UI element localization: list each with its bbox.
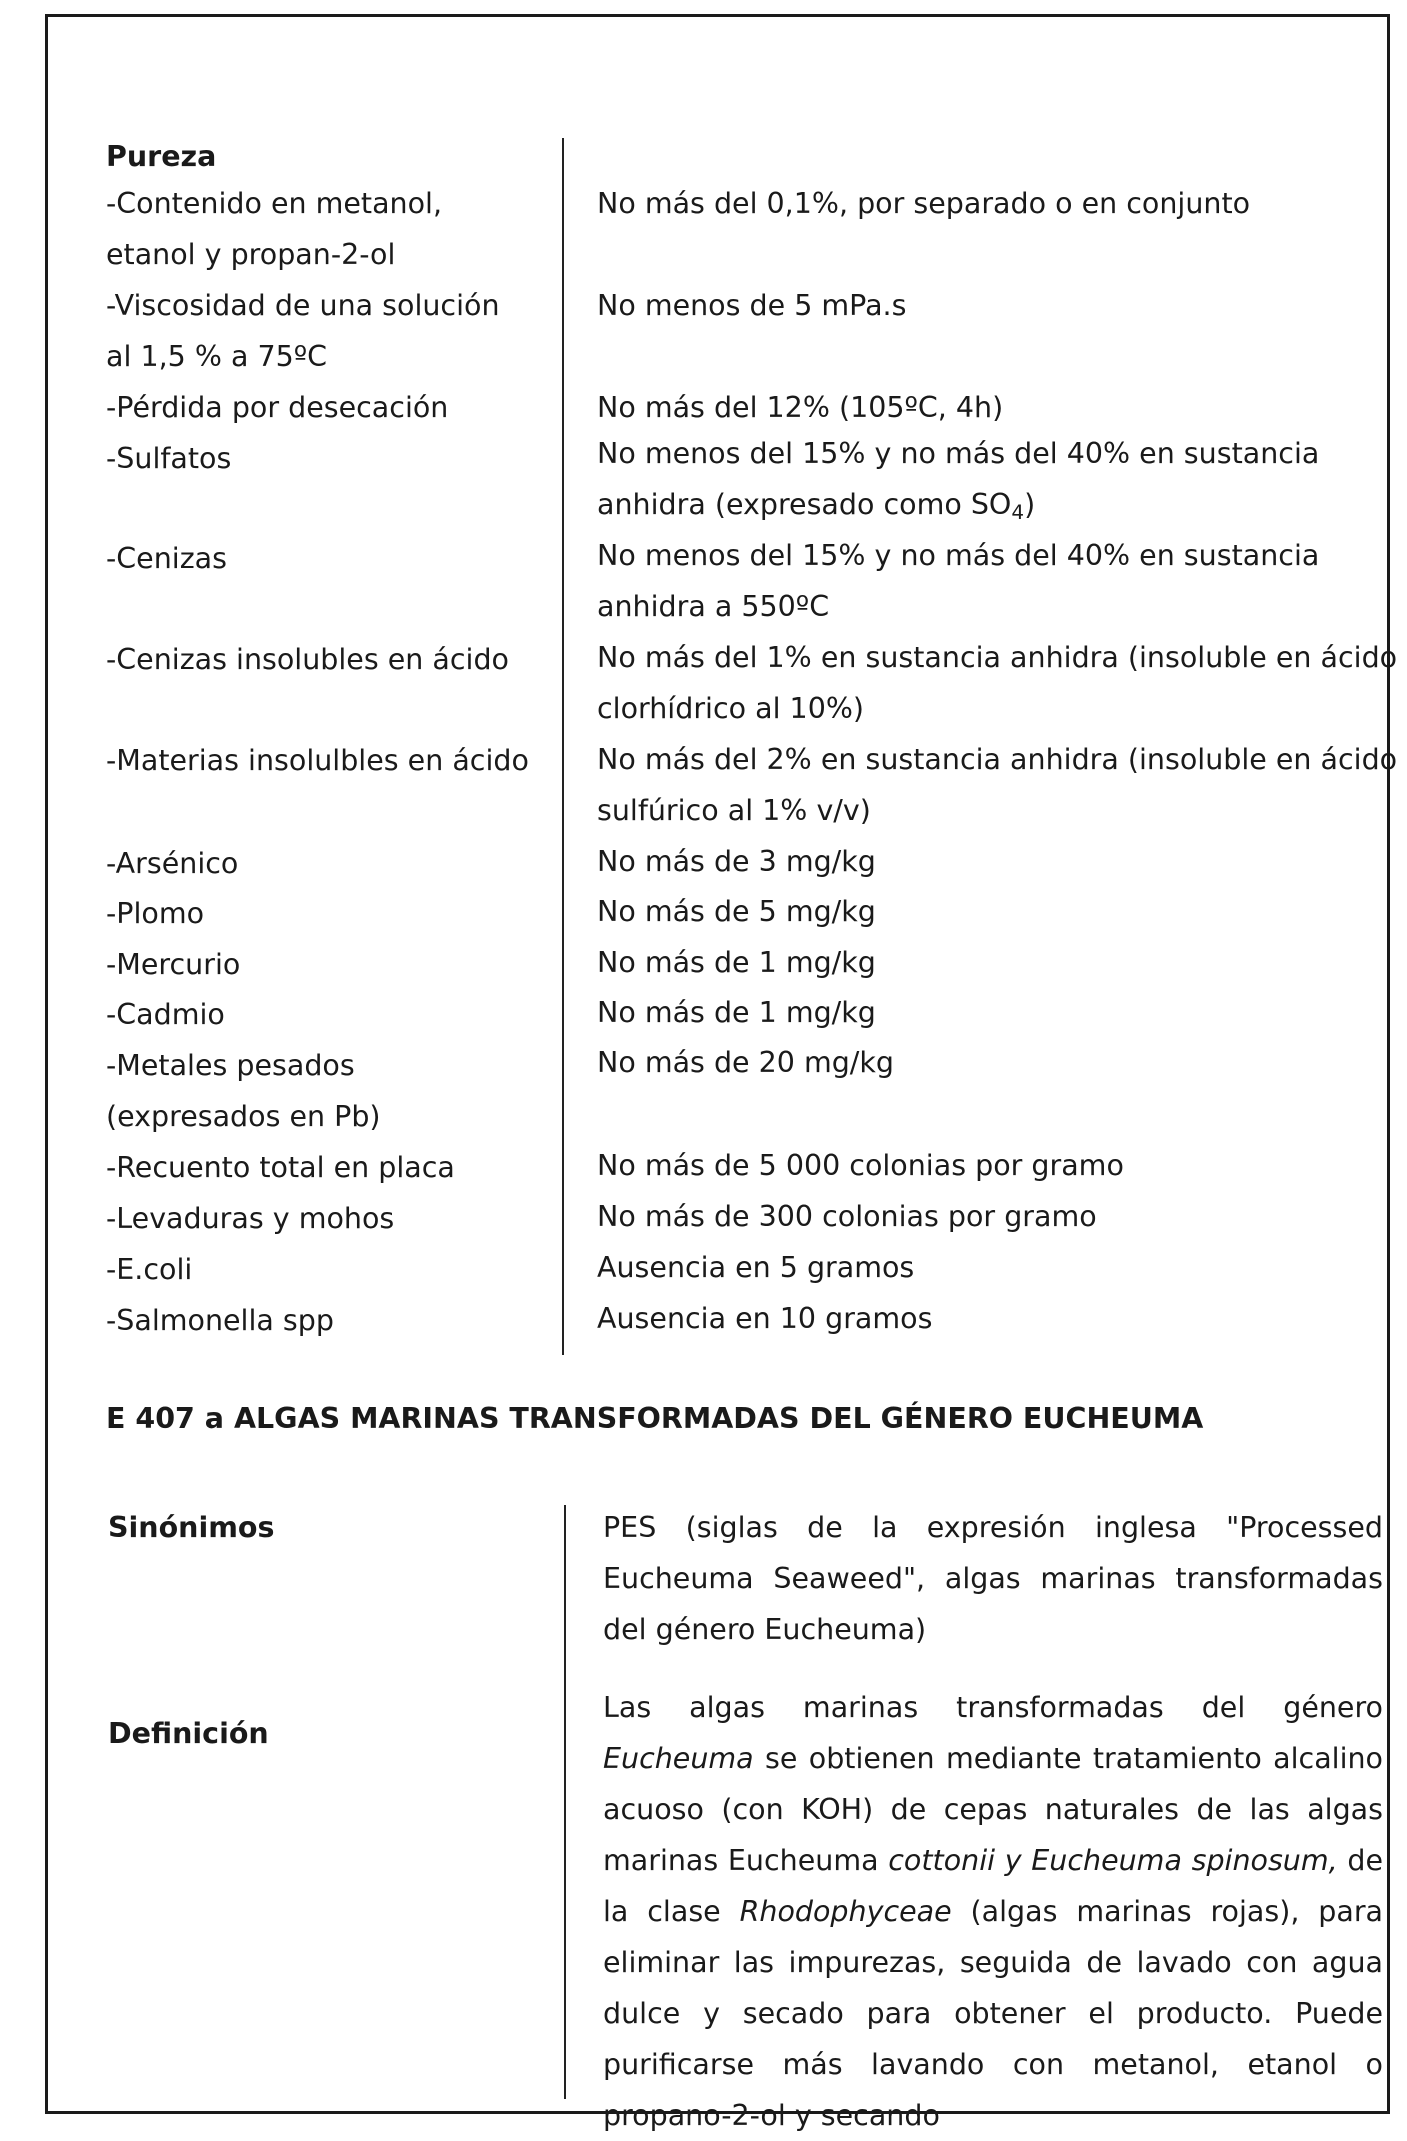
purity-item-mercury: -Mercurio (106, 948, 241, 981)
purity-value-total-plate-count: No más de 5 000 colonias por gramo (597, 1149, 1124, 1182)
definition-text: Las algas marinas transformadas del género Eucheuma se obtienen mediante tratamiento alcalino acuoso (con KOH) de cepas naturales de las algas marinas Eucheuma cottonii y Eucheuma spinosum, de la clase Rhodophyceae (algas marinas rojas), para eliminar las impurezas, seguida de lavado con agua dulce y secado para obtener el producto. Puede purificarse más lavando con metanol, etanol o propano-2-ol y secando (603, 1691, 1384, 2132)
purity-item-viscosity: -Viscosidad de una solución (106, 289, 500, 322)
definition-label: Definición (108, 1717, 269, 1750)
purity-item-heavy-metals: -Metales pesados (106, 1049, 355, 1082)
purity-item-ash: -Cenizas (106, 542, 227, 575)
subscript-4: 4 (1011, 499, 1025, 524)
purity-value-sulphates: No menos del 15% y no más del 40% en sustancia (597, 437, 1320, 470)
purity-item-salmonella: -Salmonella spp (106, 1304, 334, 1337)
purity-item-methanol-cont: etanol y propan-2-ol (106, 238, 396, 271)
purity-item-total-plate-count: -Recuento total en placa (106, 1151, 455, 1184)
purity-value-mercury: No más de 1 mg/kg (597, 946, 876, 979)
section-heading: E 407 a ALGAS MARINAS TRANSFORMADAS DEL GÉNERO EUCHEUMA (106, 1402, 1204, 1435)
purity-value-yeast-mould: No más de 300 colonias por gramo (597, 1200, 1097, 1233)
purity-item-cadmium: -Cadmio (106, 998, 225, 1031)
purity-value-acid-insoluble-matter-cont: sulfúrico al 1% v/v) (597, 794, 871, 827)
purity-title: Pureza (106, 140, 217, 173)
purity-value-viscosity: No menos de 5 mPa.s (597, 289, 907, 322)
purity-value-acid-insoluble-matter: No más del 2% en sustancia anhidra (insoluble en ácido (597, 743, 1398, 776)
purity-item-acid-insoluble-ash: -Cenizas insolubles en ácido (106, 643, 509, 676)
column-divider-bottom (564, 1505, 566, 2099)
purity-value-acid-insoluble-ash-cont: clorhídrico al 10%) (597, 692, 865, 725)
purity-value-ash: No menos del 15% y no más del 40% en sustancia (597, 539, 1320, 572)
purity-value-loss-on-drying: No más del 12% (105ºC, 4h) (597, 391, 1004, 424)
purity-item-yeast-mould: -Levaduras y mohos (106, 1202, 395, 1235)
purity-item-sulphates: -Sulfatos (106, 442, 232, 475)
purity-value-heavy-metals: No más de 20 mg/kg (597, 1046, 895, 1079)
purity-value-cadmium: No más de 1 mg/kg (597, 996, 876, 1029)
synonyms-label: Sinónimos (108, 1511, 275, 1544)
purity-item-heavy-metals-cont: (expresados en Pb) (106, 1100, 381, 1133)
purity-value-arsenic: No más de 3 mg/kg (597, 845, 876, 878)
purity-value-ecoli: Ausencia en 5 gramos (597, 1251, 915, 1284)
purity-item-methanol: -Contenido en metanol, (106, 187, 443, 220)
purity-item-viscosity-cont: al 1,5 % a 75ºC (106, 340, 328, 373)
purity-item-arsenic: -Arsénico (106, 847, 239, 880)
purity-item-ecoli: -E.coli (106, 1253, 193, 1286)
purity-value-methanol: No más del 0,1%, por separado o en conjunto (597, 187, 1251, 220)
column-divider-top (562, 138, 564, 1355)
purity-item-lead: -Plomo (106, 897, 205, 930)
purity-value-lead: No más de 5 mg/kg (597, 895, 876, 928)
purity-item-loss-on-drying: -Pérdida por desecación (106, 391, 449, 424)
purity-value-acid-insoluble-ash: No más del 1% en sustancia anhidra (insoluble en ácido (597, 641, 1398, 674)
synonyms-text: PES (siglas de la expresión inglesa "Processed Eucheuma Seaweed", algas marinas transformadas del género Eucheuma) (603, 1511, 1383, 1646)
purity-value-ash-cont: anhidra a 550ºC (597, 590, 830, 623)
purity-value-salmonella: Ausencia en 10 gramos (597, 1302, 933, 1335)
purity-item-acid-insoluble-matter: -Materias insolulbles en ácido (106, 744, 529, 777)
purity-value-sulphates-cont: anhidra (expresado como $SO_4$) (597, 488, 1036, 524)
